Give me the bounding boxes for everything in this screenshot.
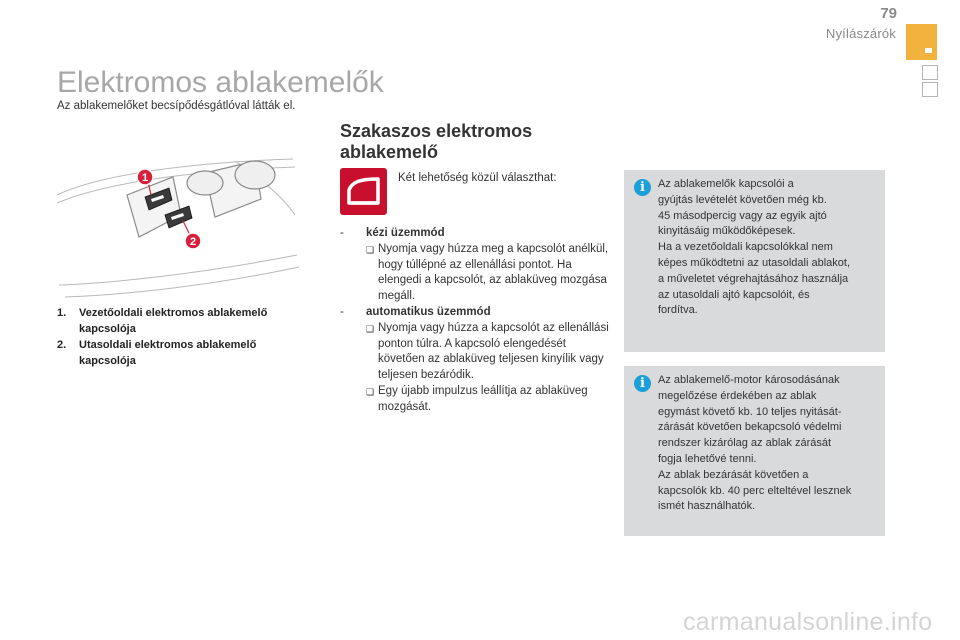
callout-2-label: 2 [189, 236, 197, 248]
info-line: 45 másodpercig vagy az egyik ajtó [658, 209, 827, 222]
mode-automatic [340, 305, 610, 416]
info-line: ismét használhatók. [658, 500, 756, 513]
mode-title: automatikus üzemmód [366, 305, 491, 318]
mode-bullet-text: Nyomja vagy húzza a kapcsolót az ellenállási ponton túlra. A kapcsoló elengedését követően az ablaküveg teljesen kinyílik vagy teljesen bezáródik. [378, 321, 609, 382]
mode-bullet-text: Nyomja vagy húzza meg a kapcsolót anélkül, hogy túllépné az ellenállási pontot. Ha elengedi a kapcsolót, az ablaküveg mozgása megáll. [378, 242, 609, 303]
chapter-tab-empty [922, 82, 938, 97]
mode-bullet [340, 242, 610, 305]
section-name: Nyílászárók [825, 26, 896, 41]
info-icon: i [634, 375, 651, 392]
legend-number: 1. [57, 307, 67, 319]
checkbox-bullet-icon: ❑ [366, 244, 375, 255]
legend-number: 2. [57, 339, 67, 351]
info-line: Az ablak bezárását követően a [658, 468, 809, 481]
page-subtitle: Az ablakemelőket becsípődésgátlóval látták el. [57, 100, 296, 112]
info-line: fordítva. [658, 304, 698, 317]
info-line: Ha a vezetőoldali kapcsolókkal nem [658, 241, 833, 254]
watermark: carmanualsonline.info [683, 608, 933, 636]
checkbox-bullet-icon: ❑ [366, 323, 375, 334]
legend-text: Utasoldali elektromos ablakemelő kapcsolója [79, 339, 257, 367]
section-heading: Szakaszos elektromos ablakemelő [340, 121, 533, 162]
info-line: Az ablakemelők kapcsolói a [658, 178, 794, 190]
legend-item [57, 337, 312, 369]
page-title: Elektromos ablakemelők [57, 66, 384, 99]
info-text [658, 177, 880, 319]
window-switch-illustration [55, 155, 300, 305]
info-line: az utasoldali ajtó kapcsolóit, és [658, 288, 810, 301]
info-line: rendszer kizárólag az ablak zárását [658, 437, 832, 450]
page-number: 79 [880, 5, 897, 22]
mode-manual [340, 226, 610, 305]
info-line: Az ablakemelő-motor károsodásának [658, 374, 840, 386]
info-line: a műveletet végrehajtásához használja [658, 272, 849, 285]
mode-bullet-text: Egy újabb impulzus leállítja az ablaküveg mozgását. [378, 384, 588, 413]
info-line: kapcsolók kb. 40 perc elteltével lesznek [658, 484, 852, 497]
mode-bullet [340, 384, 610, 416]
info-line: képes működtetni az utasoldali ablakot, [658, 256, 851, 269]
window-icon [340, 168, 387, 215]
checkbox-bullet-icon: ❑ [366, 386, 375, 397]
callout-1-label: 1 [141, 172, 149, 184]
mode-dash: - [340, 305, 344, 318]
info-box-motor-protection [624, 366, 885, 536]
info-line: gyújtás levételét követően még kb. [658, 193, 827, 206]
mode-title: kézi üzemmód [366, 227, 445, 239]
info-line: egymást követő kb. 10 teljes nyitását- [658, 405, 842, 418]
info-line: fogja lehetővé tenni. [658, 452, 757, 465]
legend-text: Vezetőoldali elektromos ablakemelő kapcsolója [79, 307, 268, 335]
legend-item [57, 305, 312, 337]
info-text [658, 373, 880, 515]
chapter-tab [906, 24, 937, 60]
mode-bullet [340, 321, 610, 384]
info-line: megelőzése érdekében az ablak [658, 389, 817, 402]
choice-intro: Két lehetőség közül választhat: [398, 172, 557, 184]
illustration-legend [57, 305, 312, 369]
chapter-tab-empty [922, 65, 938, 80]
info-line: zárását követően bekapcsoló védelmi [658, 421, 842, 434]
info-box-switch-timeout [624, 170, 885, 352]
info-icon: i [634, 179, 651, 196]
mode-dash: - [340, 227, 344, 239]
info-line: kinyitásáig működőképesek. [658, 225, 796, 238]
window-icon-glyph [340, 168, 387, 215]
mode-list [340, 226, 610, 416]
